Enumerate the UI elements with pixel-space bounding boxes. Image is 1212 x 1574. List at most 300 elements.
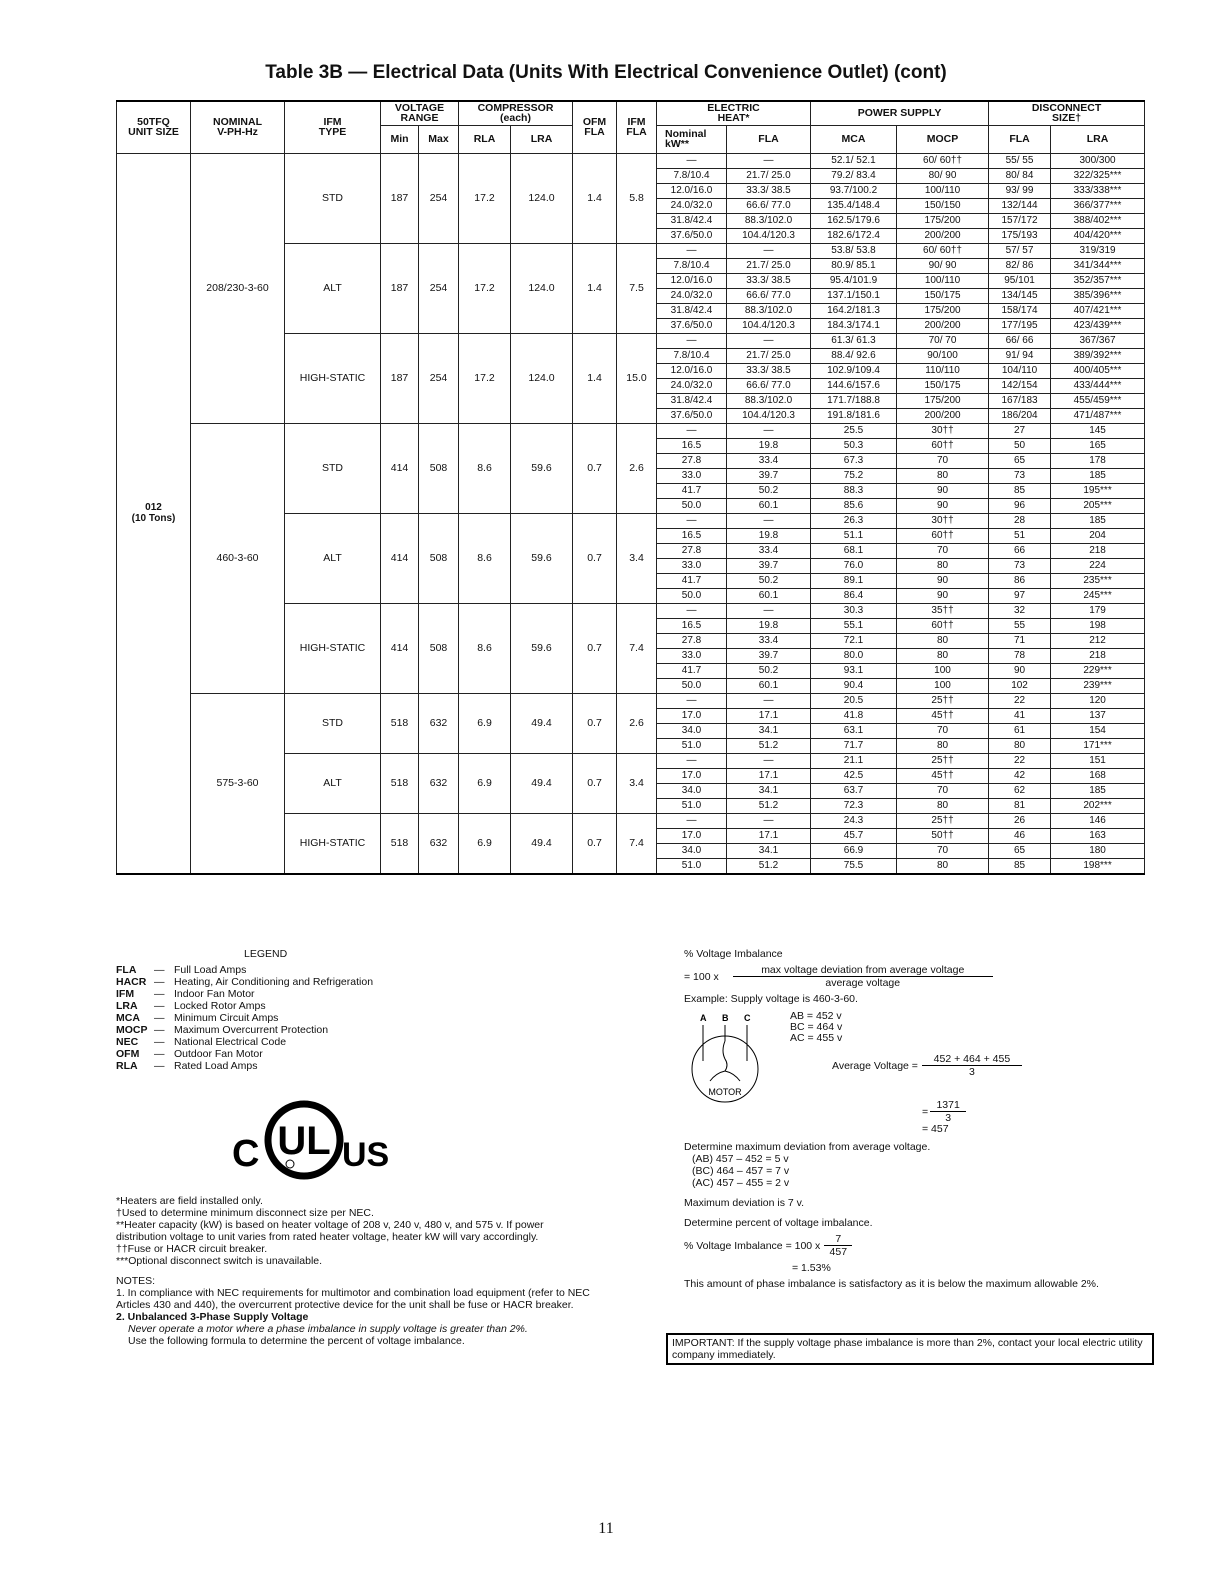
legend-text: Full Load Amps xyxy=(174,964,247,976)
legend-item xyxy=(116,1036,656,1048)
disconnect-lra-cell: 195*** xyxy=(1051,483,1145,498)
heater-fla-cell: — xyxy=(727,243,811,258)
header-disc-lra: LRA xyxy=(1051,125,1145,153)
unit-size-cell xyxy=(117,153,191,874)
notes-heading: NOTES: xyxy=(116,1275,156,1287)
heater-fla-cell: 88.3/102.0 xyxy=(727,213,811,228)
mocp-cell: 70 xyxy=(897,843,989,858)
heater-kw-cell: 34.0 xyxy=(657,783,727,798)
mca-cell: 66.9 xyxy=(811,843,897,858)
mca-cell: 53.8/ 53.8 xyxy=(811,243,897,258)
reading-ac: AC = 455 v xyxy=(790,1032,843,1044)
heater-fla-cell: 19.8 xyxy=(727,438,811,453)
motor-terminal-a: A xyxy=(700,1013,707,1023)
heater-fla-cell: 51.2 xyxy=(727,798,811,813)
compressor-rla-cell: 6.9 xyxy=(459,753,511,813)
legend-abbr: FLA xyxy=(116,964,137,976)
mca-cell: 184.3/174.1 xyxy=(811,318,897,333)
footnote-optional-disconnect: ***Optional disconnect switch is unavailable. xyxy=(116,1255,323,1267)
heater-fla-cell: 33.4 xyxy=(727,453,811,468)
legend-text: Outdoor Fan Motor xyxy=(174,1048,263,1060)
ifm-type-cell: STD xyxy=(285,693,381,753)
disconnect-fla-cell: 71 xyxy=(989,633,1051,648)
heater-kw-cell: 24.0/32.0 xyxy=(657,378,727,393)
compressor-rla-cell: 17.2 xyxy=(459,333,511,423)
disconnect-fla-cell: 28 xyxy=(989,513,1051,528)
heater-fla-cell: 39.7 xyxy=(727,468,811,483)
disconnect-lra-cell: 407/421*** xyxy=(1051,303,1145,318)
note-2-warning: Never operate a motor where a phase imbalance in supply voltage is greater than 2%. xyxy=(128,1323,528,1335)
disconnect-fla-cell: 86 xyxy=(989,573,1051,588)
mocp-cell: 70 xyxy=(897,783,989,798)
legend-dash: — xyxy=(154,1012,165,1024)
disconnect-fla-cell: 95/101 xyxy=(989,273,1051,288)
mocp-cell: 25†† xyxy=(897,753,989,768)
ifm-fla-cell: 2.6 xyxy=(617,423,657,513)
header-rla: RLA xyxy=(459,125,511,153)
mca-cell: 102.9/109.4 xyxy=(811,363,897,378)
footnote-heaters: *Heaters are field installed only. xyxy=(116,1195,263,1207)
mca-cell: 90.4 xyxy=(811,678,897,693)
heater-fla-cell: 21.7/ 25.0 xyxy=(727,348,811,363)
ifm-fla-cell: 15.0 xyxy=(617,333,657,423)
heater-kw-cell: 12.0/16.0 xyxy=(657,183,727,198)
disconnect-lra-cell: 229*** xyxy=(1051,663,1145,678)
disconnect-lra-cell: 171*** xyxy=(1051,738,1145,753)
compressor-rla-cell: 6.9 xyxy=(459,813,511,874)
heater-fla-cell: 39.7 xyxy=(727,648,811,663)
compressor-lra-cell: 49.4 xyxy=(511,813,573,874)
heater-fla-cell: 104.4/120.3 xyxy=(727,408,811,423)
mocp-cell: 70/ 70 xyxy=(897,333,989,348)
voltage-max-cell: 508 xyxy=(419,513,459,603)
mca-cell: 68.1 xyxy=(811,543,897,558)
legend-dash: — xyxy=(154,976,165,988)
equals-sign: = xyxy=(922,1105,929,1118)
mca-cell: 61.3/ 61.3 xyxy=(811,333,897,348)
heater-kw-cell: 50.0 xyxy=(657,678,727,693)
heater-fla-cell: 19.8 xyxy=(727,618,811,633)
electrical-data-table xyxy=(116,100,1145,875)
disconnect-lra-cell: 471/487*** xyxy=(1051,408,1145,423)
heater-kw-cell: 31.8/42.4 xyxy=(657,303,727,318)
disconnect-fla-cell: 93/ 99 xyxy=(989,183,1051,198)
heater-fla-cell: — xyxy=(727,603,811,618)
mocp-cell: 70 xyxy=(897,723,989,738)
header-unit-size: 50TFQ UNIT SIZE xyxy=(117,101,191,153)
heater-fla-cell: 104.4/120.3 xyxy=(727,318,811,333)
mocp-cell: 100 xyxy=(897,678,989,693)
heater-fla-cell: 50.2 xyxy=(727,573,811,588)
mocp-cell: 100/110 xyxy=(897,183,989,198)
mocp-cell: 90 xyxy=(897,588,989,603)
heater-kw-cell: 16.5 xyxy=(657,618,727,633)
legend-abbr: NEC xyxy=(116,1036,139,1048)
mca-cell: 41.8 xyxy=(811,708,897,723)
heater-fla-cell: 21.7/ 25.0 xyxy=(727,258,811,273)
mocp-cell: 200/200 xyxy=(897,318,989,333)
mca-cell: 67.3 xyxy=(811,453,897,468)
deviation-ac: (AC) 457 – 455 = 2 v xyxy=(692,1177,790,1189)
voltage-max-cell: 508 xyxy=(419,423,459,513)
ifm-type-cell: ALT xyxy=(285,753,381,813)
legend-item xyxy=(116,988,656,1000)
mocp-cell: 90 xyxy=(897,483,989,498)
heater-kw-cell: 41.7 xyxy=(657,573,727,588)
legend-text: Minimum Circuit Amps xyxy=(174,1012,279,1024)
heater-fla-cell: — xyxy=(727,693,811,708)
legend-abbr: OFM xyxy=(116,1048,140,1060)
disconnect-fla-cell: 73 xyxy=(989,558,1051,573)
legend-item xyxy=(116,976,656,988)
disconnect-lra-cell: 404/420*** xyxy=(1051,228,1145,243)
legend-text: Heating, Air Conditioning and Refrigeration xyxy=(174,976,374,988)
disconnect-lra-cell: 389/392*** xyxy=(1051,348,1145,363)
mocp-cell: 70 xyxy=(897,543,989,558)
disconnect-lra-cell: 433/444*** xyxy=(1051,378,1145,393)
heater-fla-cell: 60.1 xyxy=(727,498,811,513)
ul-logo-ul: UL xyxy=(277,1119,331,1163)
mocp-cell: 50†† xyxy=(897,828,989,843)
mca-cell: 75.2 xyxy=(811,468,897,483)
mca-cell: 24.3 xyxy=(811,813,897,828)
header-heat-fla: FLA xyxy=(727,125,811,153)
ifm-type-cell: HIGH-STATIC xyxy=(285,333,381,423)
mca-cell: 25.5 xyxy=(811,423,897,438)
legend-abbr: HACR xyxy=(116,976,147,988)
mocp-cell: 90/100 xyxy=(897,348,989,363)
mca-cell: 20.5 xyxy=(811,693,897,708)
reading-bc: BC = 464 v xyxy=(790,1021,843,1033)
legend-heading: LEGEND xyxy=(244,948,288,960)
nominal-voltage-cell: 575-3-60 xyxy=(191,693,285,874)
disconnect-fla-cell: 27 xyxy=(989,423,1051,438)
disconnect-lra-cell: 168 xyxy=(1051,768,1145,783)
mca-cell: 42.5 xyxy=(811,768,897,783)
heater-kw-cell: 24.0/32.0 xyxy=(657,198,727,213)
disconnect-fla-cell: 26 xyxy=(989,813,1051,828)
heater-fla-cell: 34.1 xyxy=(727,783,811,798)
disconnect-fla-cell: 55 xyxy=(989,618,1051,633)
note-2-title: 2. Unbalanced 3-Phase Supply Voltage xyxy=(116,1311,309,1323)
heater-fla-cell: 39.7 xyxy=(727,558,811,573)
motor-label: MOTOR xyxy=(708,1087,742,1097)
reading-ab: AB = 452 v xyxy=(790,1010,842,1022)
average-voltage-fraction xyxy=(922,1053,1022,1078)
heater-kw-cell: — xyxy=(657,693,727,708)
disconnect-fla-cell: 157/172 xyxy=(989,213,1051,228)
mocp-cell: 100 xyxy=(897,663,989,678)
mca-cell: 171.7/188.8 xyxy=(811,393,897,408)
disconnect-lra-cell: 224 xyxy=(1051,558,1145,573)
heater-kw-cell: 16.5 xyxy=(657,438,727,453)
header-max: Max xyxy=(419,125,459,153)
mca-cell: 85.6 xyxy=(811,498,897,513)
disconnect-lra-cell: 198 xyxy=(1051,618,1145,633)
max-deviation: Maximum deviation is 7 v. xyxy=(684,1197,805,1209)
heater-kw-cell: 34.0 xyxy=(657,723,727,738)
disconnect-lra-cell: 423/439*** xyxy=(1051,318,1145,333)
disconnect-lra-cell: 151 xyxy=(1051,753,1145,768)
disconnect-lra-cell: 146 xyxy=(1051,813,1145,828)
ofm-fla-cell: 0.7 xyxy=(573,753,617,813)
footnote-disconnect: †Used to determine minimum disconnect size per NEC. xyxy=(116,1207,374,1219)
legend-dash: — xyxy=(154,1048,165,1060)
header-voltage-range: VOLTAGE RANGE xyxy=(381,101,459,125)
disconnect-fla-cell: 85 xyxy=(989,858,1051,874)
formula-example: Example: Supply voltage is 460-3-60. xyxy=(684,993,858,1005)
disconnect-fla-cell: 97 xyxy=(989,588,1051,603)
disconnect-lra-cell: 400/405*** xyxy=(1051,363,1145,378)
disconnect-lra-cell: 300/300 xyxy=(1051,153,1145,168)
disconnect-fla-cell: 50 xyxy=(989,438,1051,453)
heater-fla-cell: 51.2 xyxy=(727,858,811,874)
legend-item xyxy=(116,1060,656,1072)
important-notice: IMPORTANT: If the supply voltage phase imbalance is more than 2%, contact your local electric utility company immediately. xyxy=(666,1333,1154,1365)
percent-numerator: 7 xyxy=(824,1233,852,1246)
disconnect-fla-cell: 81 xyxy=(989,798,1051,813)
mocp-cell: 80 xyxy=(897,558,989,573)
heater-kw-cell: 37.6/50.0 xyxy=(657,318,727,333)
ofm-fla-cell: 1.4 xyxy=(573,243,617,333)
ifm-fla-cell: 5.8 xyxy=(617,153,657,243)
ifm-type-cell: STD xyxy=(285,423,381,513)
disconnect-fla-cell: 186/204 xyxy=(989,408,1051,423)
ifm-fla-cell: 2.6 xyxy=(617,693,657,753)
header-compressor: COMPRESSOR (each) xyxy=(459,101,573,125)
heater-fla-cell: 33.3/ 38.5 xyxy=(727,183,811,198)
legend-text: Locked Rotor Amps xyxy=(174,1000,266,1012)
heater-fla-cell: 21.7/ 25.0 xyxy=(727,168,811,183)
disconnect-lra-cell: 154 xyxy=(1051,723,1145,738)
mca-cell: 162.5/179.6 xyxy=(811,213,897,228)
disconnect-fla-cell: 55/ 55 xyxy=(989,153,1051,168)
heater-kw-cell: 51.0 xyxy=(657,798,727,813)
disconnect-lra-cell: 205*** xyxy=(1051,498,1145,513)
disconnect-lra-cell: 322/325*** xyxy=(1051,168,1145,183)
voltage-max-cell: 254 xyxy=(419,153,459,243)
disconnect-lra-cell: 185 xyxy=(1051,468,1145,483)
heater-kw-cell: 17.0 xyxy=(657,708,727,723)
mca-cell: 191.8/181.6 xyxy=(811,408,897,423)
nominal-voltage-cell: 460-3-60 xyxy=(191,423,285,693)
disconnect-lra-cell: 366/377*** xyxy=(1051,198,1145,213)
ifm-fla-cell: 7.5 xyxy=(617,243,657,333)
heater-kw-cell: — xyxy=(657,603,727,618)
mocp-cell: 60†† xyxy=(897,618,989,633)
disconnect-lra-cell: 333/338*** xyxy=(1051,183,1145,198)
legend-item xyxy=(116,964,656,976)
voltage-max-cell: 254 xyxy=(419,333,459,423)
mocp-cell: 80 xyxy=(897,798,989,813)
heater-kw-cell: 27.8 xyxy=(657,543,727,558)
table-header xyxy=(117,101,1145,153)
motor-terminal-c: C xyxy=(744,1013,751,1023)
heater-kw-cell: 24.0/32.0 xyxy=(657,288,727,303)
mocp-cell: 60†† xyxy=(897,438,989,453)
compressor-rla-cell: 6.9 xyxy=(459,693,511,753)
mocp-cell: 45†† xyxy=(897,708,989,723)
disconnect-lra-cell: 455/459*** xyxy=(1051,393,1145,408)
voltage-min-cell: 187 xyxy=(381,333,419,423)
disconnect-lra-cell: 212 xyxy=(1051,633,1145,648)
disconnect-fla-cell: 80 xyxy=(989,738,1051,753)
disconnect-lra-cell: 202*** xyxy=(1051,798,1145,813)
heater-kw-cell: 7.8/10.4 xyxy=(657,168,727,183)
heater-kw-cell: 51.0 xyxy=(657,858,727,874)
heater-fla-cell: — xyxy=(727,423,811,438)
heater-fla-cell: 50.2 xyxy=(727,663,811,678)
unit-size-code: 012 xyxy=(145,502,162,513)
mca-cell: 72.1 xyxy=(811,633,897,648)
heater-kw-cell: — xyxy=(657,753,727,768)
disconnect-fla-cell: 65 xyxy=(989,843,1051,858)
heater-kw-cell: — xyxy=(657,333,727,348)
mocp-cell: 90/ 90 xyxy=(897,258,989,273)
disconnect-fla-cell: 132/144 xyxy=(989,198,1051,213)
disconnect-lra-cell: 385/396*** xyxy=(1051,288,1145,303)
disconnect-fla-cell: 167/183 xyxy=(989,393,1051,408)
mca-cell: 135.4/148.4 xyxy=(811,198,897,213)
legend-abbr: MCA xyxy=(116,1012,140,1024)
heater-kw-cell: 12.0/16.0 xyxy=(657,363,727,378)
legend-text: Rated Load Amps xyxy=(174,1060,258,1072)
disconnect-fla-cell: 46 xyxy=(989,828,1051,843)
compressor-rla-cell: 17.2 xyxy=(459,153,511,243)
mca-cell: 89.1 xyxy=(811,573,897,588)
formula-prefix: = 100 x xyxy=(684,970,719,983)
heater-kw-cell: 27.8 xyxy=(657,633,727,648)
legend-item xyxy=(116,1012,656,1024)
mca-cell: 79.2/ 83.4 xyxy=(811,168,897,183)
mca-cell: 93.1 xyxy=(811,663,897,678)
heater-fla-cell: 33.4 xyxy=(727,543,811,558)
heater-fla-cell: 88.3/102.0 xyxy=(727,303,811,318)
disconnect-fla-cell: 175/193 xyxy=(989,228,1051,243)
header-ifm-fla: IFM FLA xyxy=(617,101,657,153)
header-lra: LRA xyxy=(511,125,573,153)
heater-fla-cell: 33.4 xyxy=(727,633,811,648)
heater-kw-cell: 7.8/10.4 xyxy=(657,258,727,273)
heater-fla-cell: 60.1 xyxy=(727,678,811,693)
disconnect-fla-cell: 104/110 xyxy=(989,363,1051,378)
mocp-cell: 90 xyxy=(897,498,989,513)
heater-kw-cell: 41.7 xyxy=(657,663,727,678)
mocp-cell: 35†† xyxy=(897,603,989,618)
mca-cell: 52.1/ 52.1 xyxy=(811,153,897,168)
mocp-cell: 200/200 xyxy=(897,408,989,423)
voltage-min-cell: 187 xyxy=(381,153,419,243)
sum-denominator: 3 xyxy=(945,1112,952,1124)
disconnect-fla-cell: 158/174 xyxy=(989,303,1051,318)
ofm-fla-cell: 0.7 xyxy=(573,693,617,753)
motor-terminal-b: B xyxy=(722,1013,729,1023)
heater-fla-cell: 34.1 xyxy=(727,723,811,738)
table-row xyxy=(117,153,1145,168)
mca-cell: 51.1 xyxy=(811,528,897,543)
ofm-fla-cell: 0.7 xyxy=(573,813,617,874)
average-voltage-result: = 457 xyxy=(922,1123,949,1135)
heater-kw-cell: — xyxy=(657,423,727,438)
disconnect-fla-cell: 91/ 94 xyxy=(989,348,1051,363)
ofm-fla-cell: 0.7 xyxy=(573,513,617,603)
header-nominal: NOMINAL V-PH-Hz xyxy=(191,101,285,153)
mca-cell: 88.3 xyxy=(811,483,897,498)
ul-logo-us: US xyxy=(342,1136,390,1174)
disconnect-fla-cell: 96 xyxy=(989,498,1051,513)
ifm-fla-cell: 3.4 xyxy=(617,513,657,603)
compressor-lra-cell: 124.0 xyxy=(511,333,573,423)
mocp-cell: 175/200 xyxy=(897,393,989,408)
disconnect-fla-cell: 62 xyxy=(989,783,1051,798)
disconnect-lra-cell: 245*** xyxy=(1051,588,1145,603)
mca-cell: 88.4/ 92.6 xyxy=(811,348,897,363)
mca-cell: 144.6/157.6 xyxy=(811,378,897,393)
deviation-bc: (BC) 464 – 457 = 7 v xyxy=(692,1165,790,1177)
heater-fla-cell: 33.3/ 38.5 xyxy=(727,273,811,288)
mca-cell: 95.4/101.9 xyxy=(811,273,897,288)
legend-abbr: MOCP xyxy=(116,1024,148,1036)
nominal-voltage-cell: 208/230-3-60 xyxy=(191,153,285,423)
mocp-cell: 80 xyxy=(897,738,989,753)
ifm-type-cell: HIGH-STATIC xyxy=(285,813,381,874)
compressor-lra-cell: 124.0 xyxy=(511,153,573,243)
legend-item xyxy=(116,1000,656,1012)
legend-dash: — xyxy=(154,988,165,1000)
header-disc-fla: FLA xyxy=(989,125,1051,153)
compressor-lra-cell: 59.6 xyxy=(511,513,573,603)
mca-cell: 63.1 xyxy=(811,723,897,738)
disconnect-fla-cell: 41 xyxy=(989,708,1051,723)
heater-kw-cell: 16.5 xyxy=(657,528,727,543)
compressor-rla-cell: 8.6 xyxy=(459,603,511,693)
header-mocp: MOCP xyxy=(897,125,989,153)
voltage-max-cell: 508 xyxy=(419,603,459,693)
disconnect-lra-cell: 180 xyxy=(1051,843,1145,858)
disconnect-lra-cell: 198*** xyxy=(1051,858,1145,874)
heater-kw-cell: 37.6/50.0 xyxy=(657,408,727,423)
heater-fla-cell: 66.6/ 77.0 xyxy=(727,378,811,393)
compressor-lra-cell: 59.6 xyxy=(511,423,573,513)
mca-cell: 80.9/ 85.1 xyxy=(811,258,897,273)
disconnect-lra-cell: 341/344*** xyxy=(1051,258,1145,273)
heater-kw-cell: — xyxy=(657,153,727,168)
mocp-cell: 100/110 xyxy=(897,273,989,288)
ifm-fla-cell: 3.4 xyxy=(617,753,657,813)
ifm-type-cell: HIGH-STATIC xyxy=(285,603,381,693)
mocp-cell: 60/ 60†† xyxy=(897,243,989,258)
voltage-min-cell: 414 xyxy=(381,423,419,513)
average-voltage-label: Average Voltage = xyxy=(832,1059,918,1072)
disconnect-lra-cell: 235*** xyxy=(1051,573,1145,588)
formula-denominator: average voltage xyxy=(825,977,901,989)
header-ofm-fla: OFM FLA xyxy=(573,101,617,153)
formula-fraction xyxy=(733,964,993,989)
heater-kw-cell: 17.0 xyxy=(657,828,727,843)
heater-fla-cell: 66.6/ 77.0 xyxy=(727,198,811,213)
disconnect-fla-cell: 66 xyxy=(989,543,1051,558)
disconnect-fla-cell: 90 xyxy=(989,663,1051,678)
mocp-cell: 70 xyxy=(897,453,989,468)
disconnect-fla-cell: 65 xyxy=(989,453,1051,468)
ifm-fla-cell: 7.4 xyxy=(617,603,657,693)
footnote-fuse: ††Fuse or HACR circuit breaker. xyxy=(116,1243,268,1255)
voltage-min-cell: 187 xyxy=(381,243,419,333)
conclusion: This amount of phase imbalance is satisfactory as it is below the maximum allowable 2%. xyxy=(684,1278,1099,1290)
mca-cell: 72.3 xyxy=(811,798,897,813)
header-ifm-type: IFM TYPE xyxy=(285,101,381,153)
ul-logo-c: C xyxy=(232,1133,260,1175)
